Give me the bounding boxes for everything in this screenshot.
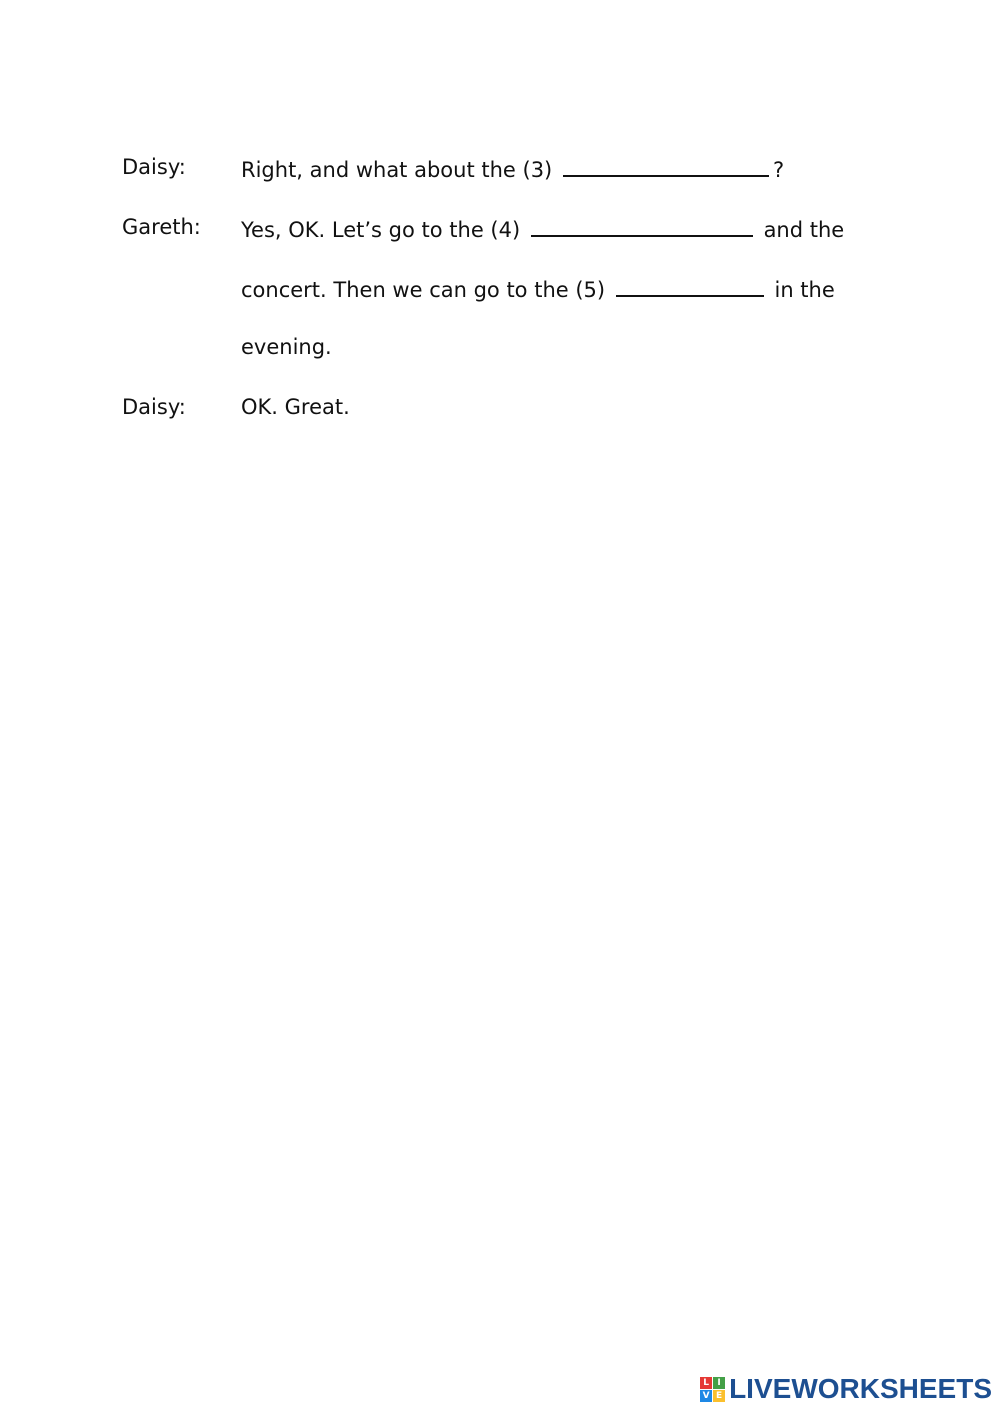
- speech-line-5: [241, 397, 350, 418]
- speech-line-2: [241, 217, 844, 241]
- speech-text: Right, and what about the (3): [241, 158, 553, 182]
- speech-text: in the: [774, 278, 835, 302]
- liveworksheets-logo[interactable]: [700, 1373, 992, 1405]
- speech-line-4: [241, 337, 332, 358]
- speech-text: OK. Great.: [241, 395, 350, 419]
- speech-text: and the: [763, 218, 845, 242]
- speaker-gareth: Gareth:: [122, 215, 201, 239]
- answer-blank-5[interactable]: [616, 277, 764, 297]
- speech-text: concert. Then we can go to the (5): [241, 278, 606, 302]
- speech-text: ?: [772, 158, 785, 182]
- answer-blank-4[interactable]: [531, 217, 753, 237]
- speaker-daisy-2: Daisy:: [122, 395, 186, 419]
- speaker-daisy-1: Daisy:: [122, 155, 186, 179]
- speech-text: evening.: [241, 335, 332, 359]
- answer-blank-3[interactable]: [563, 157, 769, 177]
- liveworksheets-logo-icon: L I V E: [700, 1377, 725, 1402]
- speech-line-1: [241, 157, 784, 181]
- speech-line-3: [241, 277, 835, 301]
- speech-text: Yes, OK. Let’s go to the (4): [241, 218, 521, 242]
- brand-name: LIVEWORKSHEETS: [729, 1373, 992, 1404]
